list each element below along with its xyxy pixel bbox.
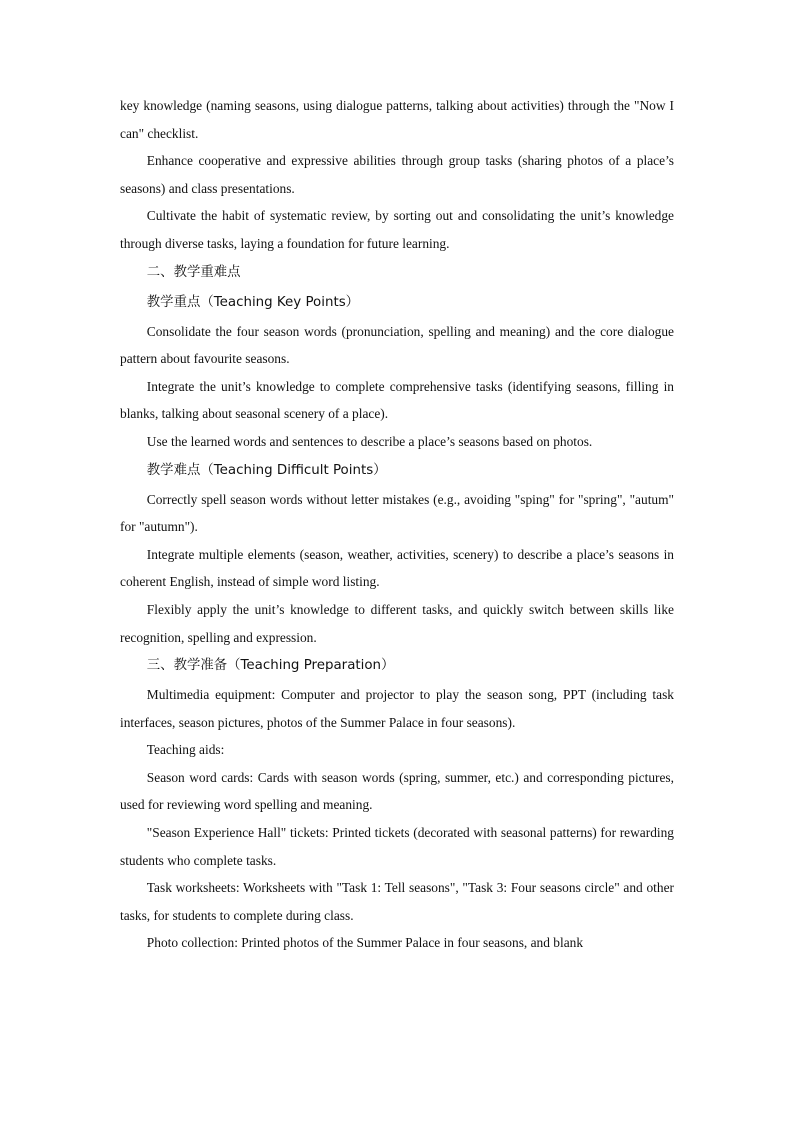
section-heading-key-difficult-points: 二、教学重难点 — [146, 264, 241, 280]
preparation-item: Task worksheets: Worksheets with "Task 1: Tell seasons", "Task 3: Four seasons circle" and other tasks, for students to complete during class. — [120, 880, 674, 923]
subheading-key-points: 教学重点（Teaching Key Points） — [146, 294, 360, 310]
subheading-difficult-points: 教学难点（Teaching Difficult Points） — [146, 462, 387, 478]
paragraph-objective-review-habit: Cultivate the habit of systematic review, by sorting out and consolidating the unit’s knowledge through diverse tasks, laying a foundation for future learning. — [120, 208, 674, 251]
section-heading-preparation: 三、教学准备（Teaching Preparation） — [146, 658, 395, 674]
preparation-item: Teaching aids: — [146, 742, 225, 758]
preparation-item: Multimedia equipment: Computer and projector to play the season song, PPT (including task interfaces, season pictures, photos of the Summer Palace in four seasons). — [120, 687, 674, 730]
preparation-item: Season word cards: Cards with season words (spring, summer, etc.) and corresponding pictures, used for reviewing word spelling and meaning. — [120, 769, 674, 813]
paragraph-objective-cooperation: Enhance cooperative and expressive abilities through group tasks (sharing photos of a place’s seasons) and class presentations. — [120, 153, 674, 196]
document-body — [120, 92, 674, 957]
key-point-item: Integrate the unit’s knowledge to complete comprehensive tasks (identifying seasons, filling in blanks, talking about seasonal scenery of a place). — [120, 378, 674, 422]
difficult-point-item: Correctly spell season words without letter mistakes (e.g., avoiding "sping" for "spring", "autum" for "autumn"). — [120, 491, 674, 535]
preparation-item: Photo collection: Printed photos of the Summer Palace in four seasons, and blank — [146, 935, 584, 951]
preparation-item: "Season Experience Hall" tickets: Printed tickets (decorated with seasonal patterns) for rewarding students who complete tasks. — [120, 825, 674, 868]
difficult-point-item: Flexibly apply the unit’s knowledge to different tasks, and quickly switch between skills like recognition, spelling and expression. — [120, 601, 674, 645]
key-point-item: Consolidate the four season words (pronunciation, spelling and meaning) and the core dialogue pattern about favourite seasons. — [120, 323, 674, 367]
difficult-point-item: Integrate multiple elements (season, weather, activities, scenery) to describe a place’s seasons in coherent English, instead of simple word listing. — [120, 546, 674, 590]
key-point-item: Use the learned words and sentences to describe a place’s seasons based on photos. — [146, 433, 593, 449]
paragraph-objective-continued: key knowledge (naming seasons, using dialogue patterns, talking about activities) through the "Now I can" checklist. — [120, 98, 674, 141]
